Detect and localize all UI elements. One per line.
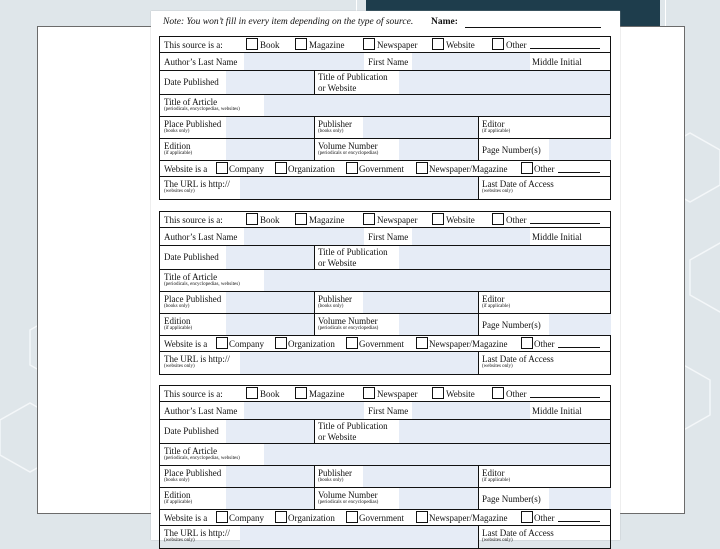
page-numbers-label: Page Number(s) (482, 145, 541, 155)
editor-cell (478, 292, 610, 313)
website-government-label: Government (359, 164, 404, 174)
website-organization-label: Organization (288, 164, 335, 174)
source-other-label: Other (506, 40, 527, 50)
url-row (160, 526, 610, 548)
website-type-label: Website is a (164, 164, 208, 174)
place-published-field[interactable] (226, 292, 314, 313)
source-book-checkbox[interactable] (246, 38, 258, 50)
title-article-label-group (164, 97, 240, 113)
editor-sub-label: (if applicable) (482, 478, 511, 483)
website-company-checkbox[interactable] (216, 511, 228, 523)
page-numbers-cell (478, 139, 610, 160)
last-access-sub-label: (websites only) (482, 538, 513, 543)
editor-group (482, 468, 510, 484)
publisher-label: Publisher (318, 119, 353, 129)
website-company-label: Company (229, 513, 264, 523)
title-publication-field[interactable] (399, 246, 610, 269)
title-article-field[interactable] (264, 95, 610, 116)
place-published-field[interactable] (226, 466, 314, 487)
edition-group (164, 316, 192, 332)
volume-label: Volume Number (318, 490, 378, 500)
title-article-label: Title of Article (164, 446, 218, 456)
place-published-label: Place Published (164, 119, 222, 129)
date-published-label: Date Published (164, 426, 219, 436)
volume-field[interactable] (399, 488, 479, 509)
volume-field[interactable] (399, 139, 479, 160)
place-published-label: Place Published (164, 294, 222, 304)
title-article-row (160, 270, 610, 292)
website-other-label: Other (534, 513, 555, 523)
source-newspaper-label: Newspaper (377, 215, 418, 225)
last-access-sub-label: (websites only) (482, 189, 513, 194)
date-title-row (160, 246, 610, 270)
website-newspaper-magazine-label: Newspaper/Magazine (429, 339, 508, 349)
url-row (160, 177, 610, 199)
volume-group (318, 316, 378, 332)
middle-initial-label: Middle Initial (532, 406, 582, 416)
source-book-label: Book (260, 215, 280, 225)
citation-form-2 (159, 211, 611, 375)
first-name-field[interactable] (412, 402, 530, 419)
first-name-label: First Name (368, 57, 409, 67)
website-type-row (160, 161, 610, 177)
website-other-checkbox[interactable] (521, 162, 533, 174)
publisher-label: Publisher (318, 468, 353, 478)
publisher-sub-label: (books only) (318, 304, 344, 309)
website-type-label: Website is a (164, 513, 208, 523)
source-book-checkbox[interactable] (246, 213, 258, 225)
title-publication-label: Title of Publication (318, 421, 388, 431)
website-government-checkbox[interactable] (346, 511, 358, 523)
source-newspaper-label: Newspaper (377, 389, 418, 399)
volume-group (318, 141, 378, 157)
author-last-name-field[interactable] (244, 228, 364, 245)
url-sub-label: (websites only) (164, 364, 195, 369)
source-other-checkbox[interactable] (492, 387, 504, 399)
date-published-label: Date Published (164, 252, 219, 262)
title-article-label: Title of Article (164, 272, 218, 282)
website-type-row (160, 510, 610, 526)
edition-row (160, 488, 610, 510)
publisher-cell (314, 117, 479, 138)
website-organization-label: Organization (288, 513, 335, 523)
url-field[interactable] (240, 177, 478, 199)
title-article-row (160, 95, 610, 117)
other-website-line[interactable] (558, 347, 600, 348)
editor-label: Editor (482, 119, 505, 129)
url-group (164, 528, 230, 544)
title-publication-label-2: or Website (318, 258, 357, 268)
editor-sub-label: (if applicable) (482, 304, 511, 309)
publisher-cell (314, 466, 479, 487)
document-page (151, 11, 620, 543)
url-label: The URL is http:// (164, 179, 230, 189)
title-publication-cell (314, 420, 610, 443)
page-numbers-label: Page Number(s) (482, 494, 541, 504)
url-sub-label: (websites only) (164, 189, 195, 194)
title-article-sub-label: (periodicals, encyclopedias, websites) (164, 282, 240, 287)
website-type-row (160, 336, 610, 352)
last-access-label: Last Date of Access (482, 179, 554, 189)
edition-field[interactable] (226, 314, 314, 335)
place-published-sub-label: (books only) (164, 304, 190, 309)
website-other-label: Other (534, 339, 555, 349)
edition-row (160, 139, 610, 161)
publisher-field[interactable] (363, 292, 479, 313)
last-access-label: Last Date of Access (482, 354, 554, 364)
volume-field[interactable] (399, 314, 479, 335)
publisher-row (160, 117, 610, 139)
website-government-label: Government (359, 339, 404, 349)
author-last-name-field[interactable] (244, 402, 364, 419)
editor-label: Editor (482, 294, 505, 304)
page-numbers-field[interactable] (549, 314, 611, 335)
volume-cell (314, 314, 479, 335)
citation-form-1 (159, 36, 611, 200)
title-article-sub-label: (periodicals, encyclopedias, websites) (164, 107, 240, 112)
url-sub-label: (websites only) (164, 538, 195, 543)
website-other-label: Other (534, 164, 555, 174)
place-published-group (164, 294, 221, 310)
website-newspaper-magazine-label: Newspaper/Magazine (429, 513, 508, 523)
edition-sub-label: (if applicable) (164, 326, 193, 331)
name-label: Name: (431, 17, 458, 27)
place-published-sub-label: (books only) (164, 478, 190, 483)
date-published-field[interactable] (226, 420, 314, 443)
instruction-note: Note: You won’t fill in every item depending on the type of source. (163, 17, 414, 27)
edition-label: Edition (164, 490, 191, 500)
volume-label: Volume Number (318, 316, 378, 326)
publisher-row (160, 466, 610, 488)
website-newspaper-magazine-checkbox[interactable] (416, 337, 428, 349)
editor-label: Editor (482, 468, 505, 478)
website-newspaper-magazine-checkbox[interactable] (416, 511, 428, 523)
source-magazine-checkbox[interactable] (295, 38, 307, 50)
place-published-label: Place Published (164, 468, 222, 478)
edition-sub-label: (if applicable) (164, 151, 193, 156)
page-numbers-cell (478, 314, 610, 335)
page-numbers-label: Page Number(s) (482, 320, 541, 330)
volume-sub-label: (periodicals or encyclopedias) (318, 326, 379, 331)
publisher-sub-label: (books only) (318, 129, 344, 134)
website-organization-checkbox[interactable] (275, 511, 287, 523)
website-company-checkbox[interactable] (216, 162, 228, 174)
source-website-label: Website (446, 215, 475, 225)
edition-group (164, 141, 192, 157)
title-publication-cell (314, 246, 610, 269)
title-article-label: Title of Article (164, 97, 218, 107)
author-last-name-label: Author’s Last Name (164, 57, 238, 67)
last-access-label: Last Date of Access (482, 528, 554, 538)
title-publication-label-2: or Website (318, 83, 357, 93)
author-last-name-label: Author’s Last Name (164, 232, 238, 242)
edition-field[interactable] (226, 488, 314, 509)
title-article-label-group (164, 272, 240, 288)
website-government-checkbox[interactable] (346, 337, 358, 349)
editor-sub-label: (if applicable) (482, 129, 511, 134)
edition-sub-label: (if applicable) (164, 500, 193, 505)
website-government-label: Government (359, 513, 404, 523)
source-magazine-label: Magazine (309, 389, 345, 399)
other-source-line[interactable] (530, 223, 600, 224)
place-published-group (164, 119, 221, 135)
first-name-label: First Name (368, 406, 409, 416)
last-access-group (482, 179, 554, 195)
website-newspaper-magazine-label: Newspaper/Magazine (429, 164, 508, 174)
url-label: The URL is http:// (164, 354, 230, 364)
publisher-sub-label: (books only) (318, 478, 344, 483)
author-last-name-label: Author’s Last Name (164, 406, 238, 416)
title-article-field[interactable] (264, 444, 610, 465)
source-type-row (160, 37, 610, 53)
page-numbers-field[interactable] (549, 139, 611, 160)
last-access-group (482, 354, 554, 370)
title-article-label-group (164, 446, 240, 462)
title-publication-label: Title of Publication (318, 247, 388, 257)
source-other-checkbox[interactable] (492, 38, 504, 50)
source-magazine-checkbox[interactable] (295, 387, 307, 399)
source-type-label: This source is a: (164, 389, 223, 399)
author-last-name-field[interactable] (244, 53, 364, 70)
title-publication-cell (314, 71, 610, 94)
first-name-field[interactable] (412, 228, 530, 245)
editor-cell (478, 117, 610, 138)
source-newspaper-checkbox[interactable] (363, 38, 375, 50)
url-field[interactable] (240, 526, 478, 548)
editor-group (482, 119, 510, 135)
source-book-checkbox[interactable] (246, 387, 258, 399)
website-other-checkbox[interactable] (521, 337, 533, 349)
source-type-row (160, 386, 610, 402)
url-field[interactable] (240, 352, 478, 374)
publisher-group (318, 468, 352, 484)
website-company-label: Company (229, 164, 264, 174)
edition-group (164, 490, 192, 506)
citation-form-3 (159, 385, 611, 549)
editor-group (482, 294, 510, 310)
place-published-group (164, 468, 221, 484)
title-publication-label: Title of Publication (318, 72, 388, 82)
page-numbers-field[interactable] (549, 488, 611, 509)
website-company-label: Company (229, 339, 264, 349)
page-numbers-cell (478, 488, 610, 509)
source-type-row (160, 212, 610, 228)
date-title-row (160, 420, 610, 444)
title-article-sub-label: (periodicals, encyclopedias, websites) (164, 456, 240, 461)
date-title-row (160, 71, 610, 95)
editor-cell (478, 466, 610, 487)
author-row (160, 53, 610, 71)
middle-initial-label: Middle Initial (532, 57, 582, 67)
url-group (164, 179, 230, 195)
edition-label: Edition (164, 316, 191, 326)
volume-group (318, 490, 378, 506)
author-row (160, 228, 610, 246)
edition-label: Edition (164, 141, 191, 151)
source-type-label: This source is a: (164, 215, 223, 225)
publisher-label: Publisher (318, 294, 353, 304)
volume-cell (314, 139, 479, 160)
publisher-field[interactable] (363, 466, 479, 487)
website-organization-checkbox[interactable] (275, 337, 287, 349)
other-source-line[interactable] (530, 48, 600, 49)
first-name-label: First Name (368, 232, 409, 242)
edition-row (160, 314, 610, 336)
last-access-cell (478, 352, 610, 374)
source-type-label: This source is a: (164, 40, 223, 50)
source-website-checkbox[interactable] (432, 387, 444, 399)
website-type-label: Website is a (164, 339, 208, 349)
source-website-checkbox[interactable] (432, 213, 444, 225)
date-published-label: Date Published (164, 77, 219, 87)
place-published-field[interactable] (226, 117, 314, 138)
last-access-cell (478, 526, 610, 548)
source-website-label: Website (446, 40, 475, 50)
volume-cell (314, 488, 479, 509)
source-newspaper-checkbox[interactable] (363, 387, 375, 399)
volume-sub-label: (periodicals or encyclopedias) (318, 151, 379, 156)
source-newspaper-label: Newspaper (377, 40, 418, 50)
date-published-field[interactable] (226, 246, 314, 269)
website-organization-label: Organization (288, 339, 335, 349)
edition-field[interactable] (226, 139, 314, 160)
last-access-group (482, 528, 554, 544)
source-website-label: Website (446, 389, 475, 399)
volume-sub-label: (periodicals or encyclopedias) (318, 500, 379, 505)
other-source-line[interactable] (530, 397, 600, 398)
last-access-cell (478, 177, 610, 199)
source-book-label: Book (260, 389, 280, 399)
place-published-sub-label: (books only) (164, 129, 190, 134)
source-book-label: Book (260, 40, 280, 50)
title-publication-field[interactable] (399, 71, 610, 94)
author-row (160, 402, 610, 420)
source-magazine-label: Magazine (309, 40, 345, 50)
publisher-group (318, 294, 352, 310)
last-access-sub-label: (websites only) (482, 364, 513, 369)
website-newspaper-magazine-checkbox[interactable] (416, 162, 428, 174)
website-other-checkbox[interactable] (521, 511, 533, 523)
url-label: The URL is http:// (164, 528, 230, 538)
publisher-field[interactable] (363, 117, 479, 138)
source-magazine-label: Magazine (309, 215, 345, 225)
source-newspaper-checkbox[interactable] (363, 213, 375, 225)
website-company-checkbox[interactable] (216, 337, 228, 349)
title-article-field[interactable] (264, 270, 610, 291)
source-website-checkbox[interactable] (432, 38, 444, 50)
publisher-group (318, 119, 352, 135)
title-article-row (160, 444, 610, 466)
name-line (465, 27, 601, 28)
first-name-field[interactable] (412, 53, 530, 70)
publisher-row (160, 292, 610, 314)
publisher-cell (314, 292, 479, 313)
source-other-checkbox[interactable] (492, 213, 504, 225)
date-published-field[interactable] (226, 71, 314, 94)
source-magazine-checkbox[interactable] (295, 213, 307, 225)
url-row (160, 352, 610, 374)
title-publication-label-2: or Website (318, 432, 357, 442)
source-other-label: Other (506, 389, 527, 399)
source-other-label: Other (506, 215, 527, 225)
website-government-checkbox[interactable] (346, 162, 358, 174)
volume-label: Volume Number (318, 141, 378, 151)
title-publication-field[interactable] (399, 420, 610, 443)
other-website-line[interactable] (558, 172, 600, 173)
website-organization-checkbox[interactable] (275, 162, 287, 174)
url-group (164, 354, 230, 370)
other-website-line[interactable] (558, 521, 600, 522)
middle-initial-label: Middle Initial (532, 232, 582, 242)
